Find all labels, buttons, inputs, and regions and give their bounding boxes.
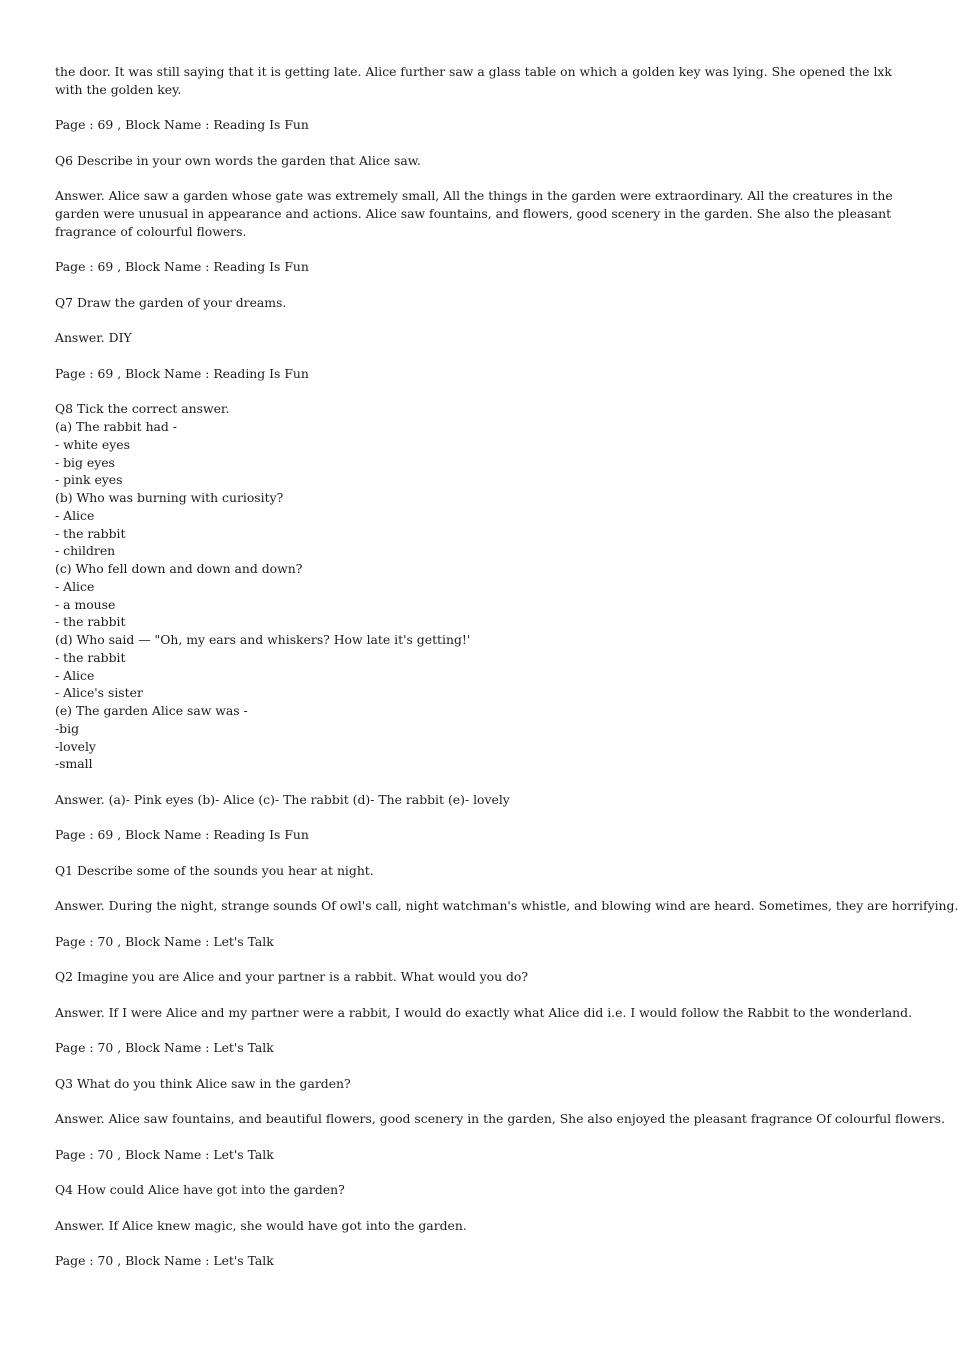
question xyxy=(55,294,905,312)
page-reference xyxy=(55,826,905,844)
page-reference-text: Page : 69 , Block Name : Reading Is Fun xyxy=(55,117,309,133)
question-text: Q1 Describe some of the sounds you hear at night. xyxy=(55,862,374,878)
question-text: Q6 Describe in your own words the garden that Alice saw. xyxy=(55,152,421,168)
page-reference xyxy=(55,933,905,951)
sub-question: (b) Who was burning with curiosity? xyxy=(55,490,284,505)
page-reference xyxy=(55,1039,905,1057)
page-reference-text: Page : 70 , Block Name : Let's Talk xyxy=(55,1146,274,1162)
question xyxy=(55,1181,905,1199)
answer-text: Answer. Alice saw fountains, and beautiful flowers, good scenery in the garden, She also enjoyed the pleasant fragrance Of colourful flowers. xyxy=(55,1111,945,1127)
question-list xyxy=(55,400,905,773)
option-item: - big eyes xyxy=(55,454,115,470)
option-item: -small xyxy=(55,756,93,772)
question-text: Q2 Imagine you are Alice and your partner is a rabbit. What would you do? xyxy=(55,969,529,985)
page-reference xyxy=(55,365,905,383)
question xyxy=(55,862,905,880)
answer xyxy=(55,329,905,347)
answer-text: Answer. During the night, strange sounds Of owl's call, night watchman's whistle, and blowing wind are heard. Sometimes, they are horrifying. xyxy=(55,898,958,914)
option-item: - white eyes xyxy=(55,436,130,452)
option-item: - the rabbit xyxy=(55,525,126,541)
option-item: - Alice xyxy=(55,667,95,683)
answer xyxy=(55,897,958,915)
option-item: - the rabbit xyxy=(55,614,126,630)
answer-text: Answer. If Alice knew magic, she would have got into the garden. xyxy=(55,1217,467,1233)
page-reference-text: Page : 70 , Block Name : Let's Talk xyxy=(55,1040,274,1056)
answer-text: Answer. (a)- Pink eyes (b)- Alice (c)- The rabbit (d)- The rabbit (e)- lovely xyxy=(55,791,510,807)
option-item: - Alice xyxy=(55,507,95,523)
sub-question: (a) The rabbit had - xyxy=(55,419,177,434)
option-item: - the rabbit xyxy=(55,649,126,665)
answer-text: Answer. Alice saw a garden whose gate was extremely small, All the things in the garden were extraordinary. All the creatures in the garden were unusual in appearance and actions. Alice saw fountains, and flowers, good scenery in the garden. She also the pleasant fragrance of colourful flowers. xyxy=(55,188,893,239)
question-text: Q4 How could Alice have got into the garden? xyxy=(55,1182,345,1198)
sub-question: (e) The garden Alice saw was - xyxy=(55,703,248,718)
answer xyxy=(55,791,905,809)
page-reference-text: Page : 70 , Block Name : Let's Talk xyxy=(55,1253,274,1269)
page-reference-text: Page : 70 , Block Name : Let's Talk xyxy=(55,933,274,949)
option-item: -lovely xyxy=(55,738,96,754)
answer-text: Answer. DIY xyxy=(55,330,132,346)
continuation-paragraph xyxy=(55,63,905,99)
paragraph-text: the door. It was still saying that it is getting late. Alice further saw a glass table on which a golden key was lying. She opened the lxk with the golden key. xyxy=(55,64,892,97)
question xyxy=(55,1075,905,1093)
option-item: - Alice xyxy=(55,578,95,594)
page-reference xyxy=(55,258,905,276)
question-text: Q8 Tick the correct answer. xyxy=(55,401,230,417)
option-item: - Alice's sister xyxy=(55,685,143,701)
sub-question: (c) Who fell down and down and down? xyxy=(55,561,303,576)
page-reference-text: Page : 69 , Block Name : Reading Is Fun xyxy=(55,827,309,843)
document-body xyxy=(55,63,958,1288)
sub-question: (d) Who said — "Oh, my ears and whiskers? How late it's getting!' xyxy=(55,632,471,647)
option-item: -big xyxy=(55,720,80,736)
answer-text: Answer. If I were Alice and my partner were a rabbit, I would do exactly what Alice did i.e. I would follow the Rabbit to the wonderland. xyxy=(55,1004,913,1020)
option-item: - children xyxy=(55,543,116,559)
page-reference xyxy=(55,1252,905,1270)
page-reference-text: Page : 69 , Block Name : Reading Is Fun xyxy=(55,365,309,381)
page-reference xyxy=(55,116,905,134)
question-text: Q7 Draw the garden of your dreams. xyxy=(55,294,287,310)
answer xyxy=(55,1217,905,1235)
option-item: - pink eyes xyxy=(55,472,123,488)
question xyxy=(55,152,905,170)
question xyxy=(55,968,905,986)
page-reference xyxy=(55,1146,905,1164)
answer xyxy=(55,1004,913,1022)
answer xyxy=(55,1110,945,1128)
option-item: - a mouse xyxy=(55,596,116,612)
page-reference-text: Page : 69 , Block Name : Reading Is Fun xyxy=(55,259,309,275)
answer xyxy=(55,187,905,240)
question-text: Q3 What do you think Alice saw in the garden? xyxy=(55,1075,351,1091)
